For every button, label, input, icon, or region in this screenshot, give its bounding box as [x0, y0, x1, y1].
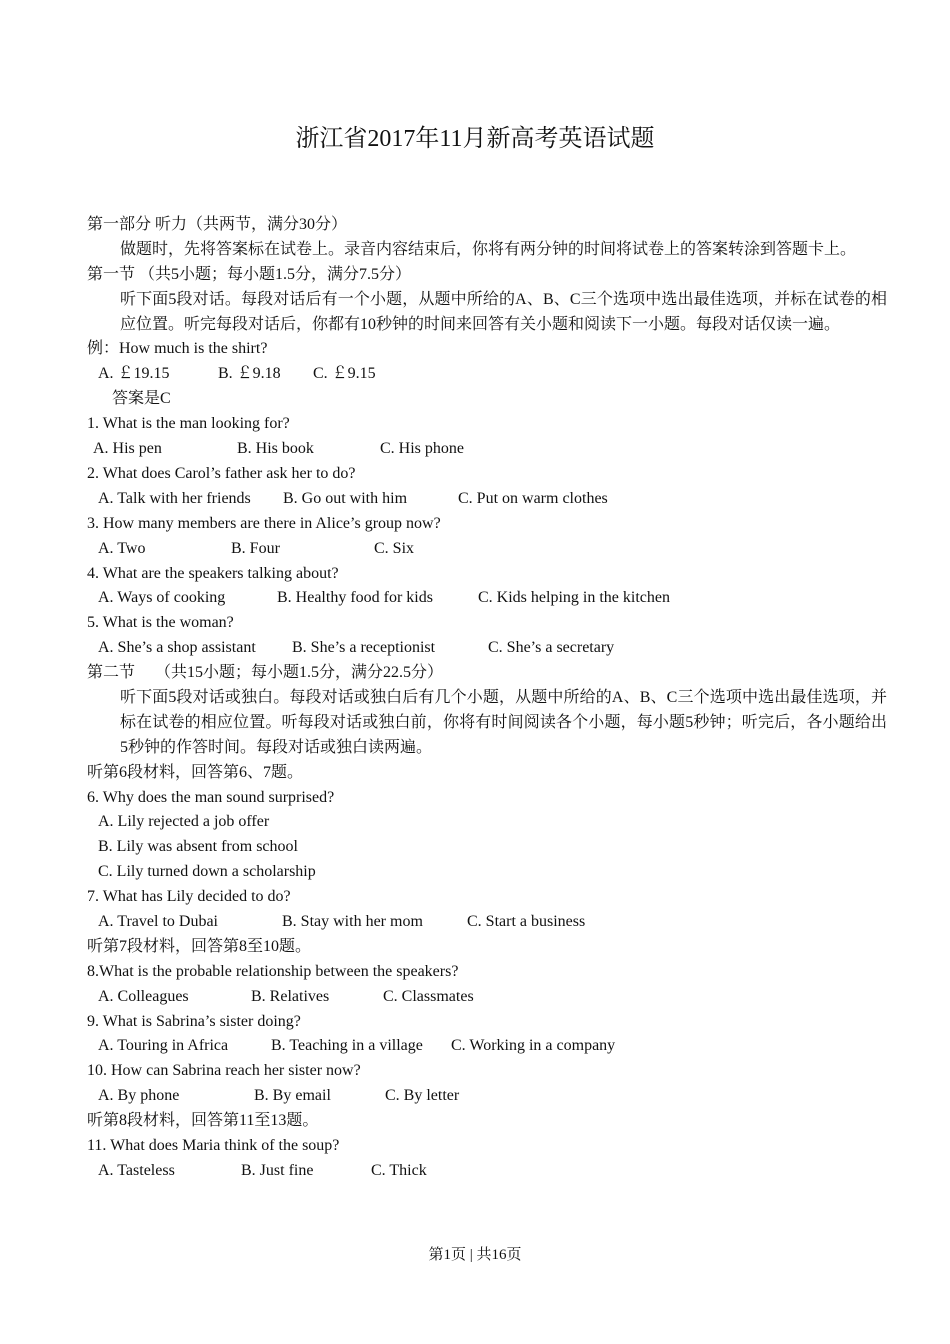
- section-instruction: 听下面5段对话或独白。每段对话或独白后有几个小题，从题中所给的A、B、C三个选项中选出最佳选项，并标在试卷的相应位置。听每段对话或独白前，你将有时间阅读各个小题，每小题5秒钟；听完后，各小题给出5秒钟的作答时间。每段对话或独白读两遍。: [120, 688, 887, 756]
- option-a: A. Touring in Africa: [98, 1037, 229, 1055]
- option-b: B. Stay with her mom: [282, 913, 423, 931]
- question-text: 4. What are the speakers talking about?: [87, 564, 339, 582]
- group-label: 听第6段材料，回答第6、7题。: [87, 763, 304, 781]
- options-row: [87, 910, 887, 935]
- part-heading: 第一部分 听力（共两节，满分30分）: [87, 216, 348, 233]
- option-c: C. By letter: [385, 1087, 460, 1105]
- section-instruction: 听下面5段对话。每段对话后有一个小题，从题中所给的A、B、C三个选项中选出最佳选项，并标在试卷的相应位置。听完每段对话后，你都有10秒钟的时间来回答有关小题和阅读下一小题。每段对话仅读一遍。: [120, 290, 887, 333]
- options-row: [87, 636, 887, 661]
- option-a: A. His pen: [93, 440, 162, 458]
- question-text: 9. What is Sabrina’s sister doing?: [87, 1012, 301, 1030]
- question-text: 2. What does Carol’s father ask her to do?: [87, 464, 356, 482]
- option-b: B. ￡9.18: [218, 365, 281, 383]
- option-a: A. Colleagues: [98, 987, 189, 1005]
- option-a: A. By phone: [98, 1087, 180, 1105]
- question-text: 8.What is the probable relationship between the speakers?: [87, 962, 459, 980]
- option-a: A. Tasteless: [98, 1161, 175, 1179]
- option-b: B. By email: [254, 1087, 331, 1105]
- option-b: B. She’s a receptionist: [292, 639, 436, 657]
- options-row: [87, 985, 887, 1010]
- option-c: C. Working in a company: [451, 1037, 616, 1055]
- option-c: C. She’s a secretary: [488, 639, 615, 657]
- option-b: B. Just fine: [241, 1161, 314, 1179]
- option-b: B. Teaching in a village: [271, 1037, 423, 1055]
- option-b: B. Four: [231, 539, 280, 557]
- question-text: 10. How can Sabrina reach her sister now?: [87, 1062, 361, 1080]
- option-a: A. Ways of cooking: [98, 589, 226, 607]
- part-instruction: 做题时，先将答案标在试卷上。录音内容结束后，你将有两分钟的时间将试卷上的答案转涂到答题卡上。: [120, 240, 857, 258]
- option-a: A. ￡19.15: [98, 365, 170, 383]
- document-title: 浙江省2017年11月新高考英语试题: [295, 126, 655, 152]
- question-text: 6. Why does the man sound surprised?: [87, 788, 335, 806]
- options-row: [87, 1084, 887, 1109]
- document-body: [87, 213, 887, 1184]
- question-text: 1. What is the man looking for?: [87, 415, 290, 433]
- question-text: 3. How many members are there in Alice’s group now?: [87, 514, 441, 532]
- option-a: A. She’s a shop assistant: [98, 639, 256, 657]
- option-c: C. Start a business: [467, 913, 586, 931]
- option-c: C. Thick: [371, 1161, 427, 1179]
- options-row: [87, 537, 887, 562]
- option-a: A. Lily rejected a job offer: [98, 813, 270, 831]
- option-c: C. His phone: [380, 440, 464, 458]
- options-row: [87, 362, 887, 387]
- option-b: B. His book: [237, 440, 314, 458]
- section-heading: 第一节 （共5小题；每小题1.5分，满分7.5分）: [87, 265, 412, 283]
- option-b: B. Healthy food for kids: [277, 589, 433, 607]
- option-b: B. Lily was absent from school: [98, 838, 298, 856]
- option-c: C. ￡9.15: [313, 365, 376, 383]
- example-answer: 答案是C: [112, 390, 171, 408]
- options-row: [87, 586, 887, 611]
- options-row: [87, 1159, 887, 1184]
- question-text: 5. What is the woman?: [87, 614, 234, 632]
- options-row: [87, 1034, 887, 1059]
- page-footer: 第1页 | 共16页: [428, 1247, 522, 1263]
- option-b: B. Relatives: [251, 987, 330, 1005]
- option-c: C. Classmates: [383, 987, 474, 1005]
- options-row: [87, 487, 887, 512]
- option-c: C. Six: [374, 539, 415, 557]
- question-text: 7. What has Lily decided to do?: [87, 888, 291, 906]
- group-label: 听第8段材料，回答第11至13题。: [87, 1112, 319, 1130]
- option-a: A. Talk with her friends: [98, 489, 251, 507]
- options-row: [87, 437, 887, 462]
- option-a: A. Travel to Dubai: [98, 913, 218, 931]
- option-c: C. Kids helping in the kitchen: [478, 589, 670, 607]
- example-question: 例：How much is the shirt?: [87, 340, 268, 358]
- section-heading: 第二节 （共15小题；每小题1.5分，满分22.5分）: [87, 664, 444, 682]
- option-b: B. Go out with him: [283, 489, 408, 507]
- option-c: C. Put on warm clothes: [458, 489, 608, 507]
- option-c: C. Lily turned down a scholarship: [98, 863, 316, 881]
- option-a: A. Two: [98, 539, 146, 557]
- question-text: 11. What does Maria think of the soup?: [87, 1137, 340, 1155]
- group-label: 听第7段材料，回答第8至10题。: [87, 937, 312, 955]
